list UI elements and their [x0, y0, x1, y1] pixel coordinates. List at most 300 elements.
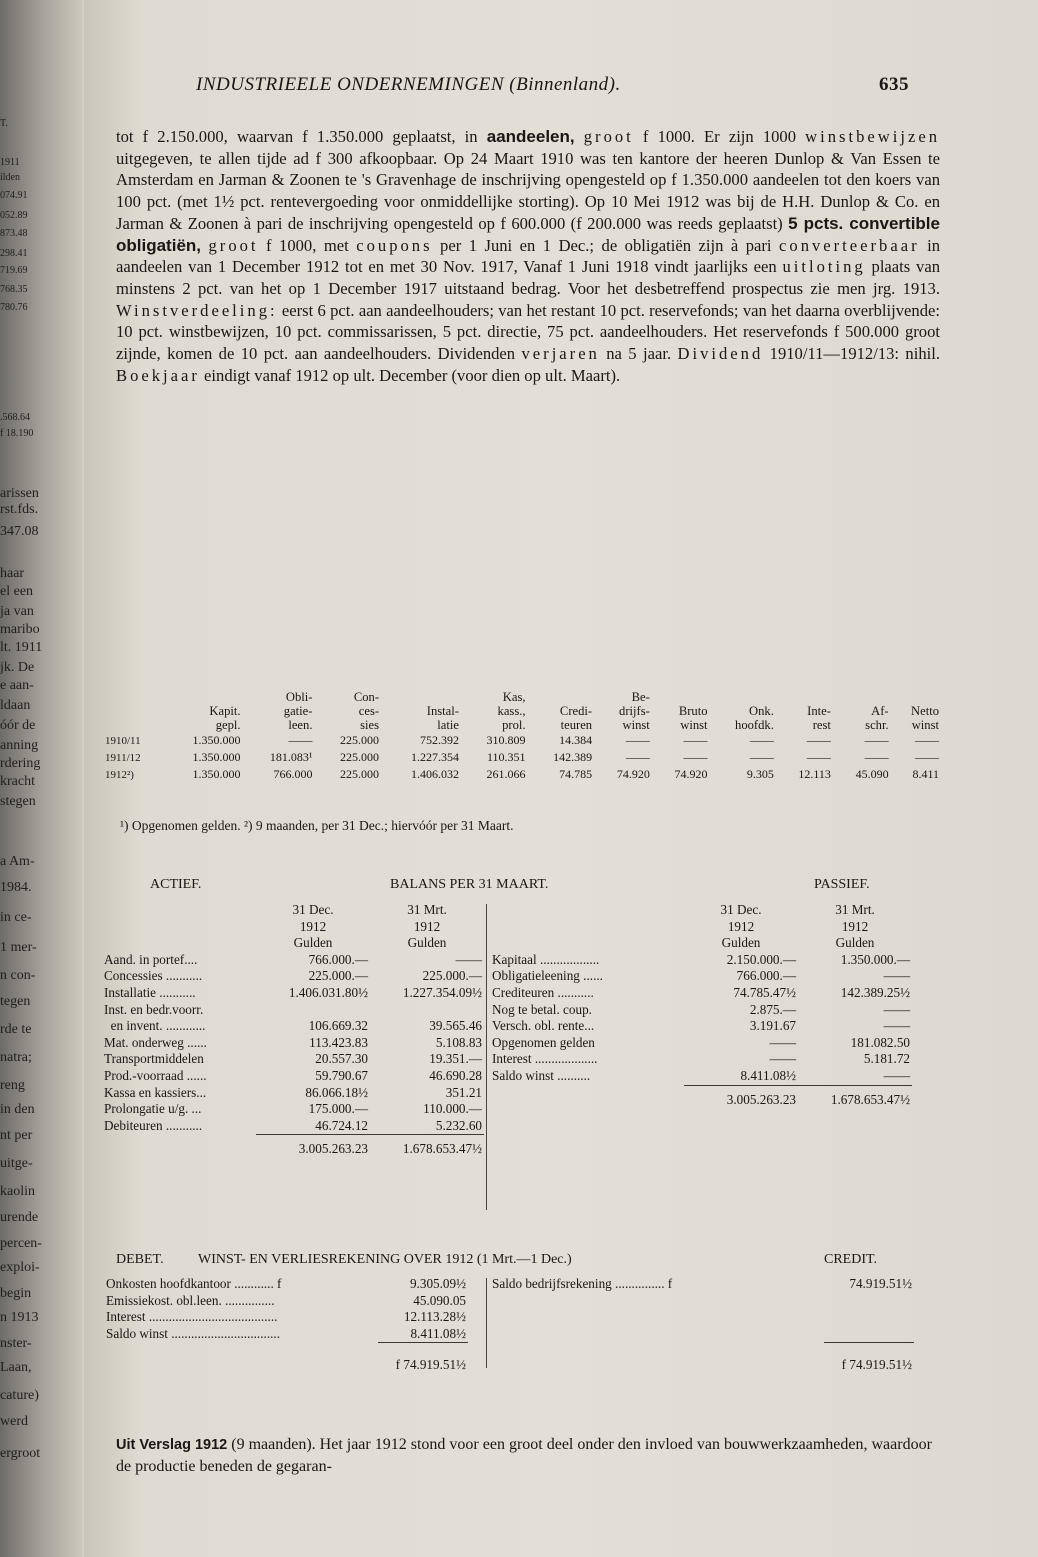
ledger-amount: 74.785.47½ — [733, 984, 796, 1000]
spacer — [824, 1293, 914, 1310]
gutter-text: haar — [0, 566, 25, 581]
text-run: Boekjaar — [116, 365, 200, 385]
column-header: Credi- — [559, 704, 593, 718]
ledger-label: en invent. ............ — [104, 1018, 206, 1034]
ledger-amount: —— — [883, 968, 910, 984]
ledger-label: Prod.-voorraad ...... — [104, 1067, 207, 1083]
table-cell: 110.351 — [486, 750, 526, 764]
ledger-amount: 1.227.354.09½ — [402, 984, 482, 1000]
column-header: Gulden — [721, 935, 761, 951]
gutter-text: 719.69 — [0, 265, 28, 276]
spacer — [490, 935, 684, 952]
ledger-amount: 142.389.25½ — [840, 984, 910, 1000]
company-description — [116, 126, 940, 386]
table-cell: 225.000 — [340, 733, 380, 747]
page-title: INDUSTRIEELE ONDERNEMINGEN (Binnenland). — [196, 74, 621, 95]
spacer — [490, 902, 684, 919]
column-header: 31 Mrt. — [835, 902, 875, 917]
ledger-label: Debiteuren ........... — [104, 1117, 203, 1133]
credit-label: CREDIT. — [824, 1252, 878, 1267]
report-label: Uit Verslag 1912 — [116, 1437, 228, 1453]
ledger-row — [102, 1085, 484, 1102]
debet-column — [104, 1276, 468, 1374]
total-row — [102, 1135, 484, 1158]
ledger-amount: 2.150.000.— — [726, 951, 796, 967]
document-page — [84, 0, 1038, 1557]
gutter-text: uitge- — [0, 1156, 33, 1171]
row-year: 1912²) — [105, 768, 134, 781]
table-cell: 1.406.032 — [410, 767, 459, 781]
table-cell: —— — [915, 750, 939, 764]
column-header-row — [490, 902, 912, 919]
ledger-amount: —— — [883, 1018, 910, 1034]
ledger-row — [490, 985, 912, 1002]
gutter-text: 1 mer- — [0, 940, 37, 955]
table-cell: 45.090 — [855, 767, 889, 781]
header-row — [102, 718, 942, 732]
ledger-row — [104, 1326, 468, 1343]
column-header: rest — [812, 718, 831, 732]
ledger-row — [102, 968, 484, 985]
ledger-row — [102, 1051, 484, 1068]
passief-column — [490, 902, 912, 1108]
column-header: ces- — [358, 704, 380, 718]
gutter-text: Laan, — [0, 1360, 32, 1375]
gutter-text: 768.35 — [0, 284, 28, 295]
gutter-text: werd — [0, 1414, 28, 1429]
ledger-amount: 45.090.05 — [413, 1292, 466, 1308]
credit-column — [490, 1276, 914, 1373]
ledger-row — [102, 1035, 484, 1052]
gutter-text: in den — [0, 1102, 35, 1117]
column-header — [711, 690, 777, 704]
text-run: plaats van minstens 2 pct. van het op 1 December 1917 uitstaand bedrag. Voor het desbetreffend prospectus zie men jrg. 1913. — [116, 257, 941, 298]
column-header: 1912 — [299, 918, 327, 934]
text-run: verjaren — [521, 344, 600, 364]
ledger-amount: 59.790.67 — [315, 1067, 368, 1083]
text-run: uitgegeven, te allen tijde ad f 300 afkoopbaar. Op 24 Maart 1910 was ten kantore der heeren Dunlop & Van Essen te Amsterdam en Jarman & Zoonen te 's Gravenhage de inschrijving opengesteld op f 1.350.000 aandeelen tot den koers van 100 pct. (met 1½ pct. rentevergoeding voor onmiddellijke storting). Op 10 Mei 1912 was bij de H.H. Dunlop & Co. en Jarman & Zoonen à pari de inschrijving opengesteld op f 600.000 (f 200.000 was reeds geplaatst) — [116, 148, 940, 233]
column-header — [102, 704, 164, 718]
gutter-text: el een — [0, 584, 34, 599]
total-row — [490, 1342, 914, 1373]
row-year: 1911/12 — [105, 751, 141, 764]
spacer — [824, 1309, 914, 1326]
ledger-amount: 2.875.— — [749, 1001, 796, 1017]
text-run: aandeelen, — [486, 127, 575, 146]
column-header-row — [102, 935, 484, 952]
ledger-label: Mat. onderweg ...... — [104, 1034, 207, 1050]
column-header — [777, 690, 834, 704]
table-cell: 1.227.354 — [410, 750, 459, 764]
blank-row — [490, 1293, 914, 1310]
table-cell: 142.389 — [553, 750, 593, 764]
column-header: Af- — [871, 704, 889, 718]
column-header: drijfs- — [619, 704, 650, 718]
text-run: na 5 jaar. — [599, 344, 678, 364]
column-header — [892, 690, 942, 704]
column-header: Kas, — [502, 690, 526, 704]
table-cell: 12.113 — [798, 767, 831, 781]
text-run: per 1 Juni en 1 Dec.; de obligatiën zijn à pari — [432, 235, 780, 255]
gutter-text: percen- — [0, 1236, 42, 1251]
gutter-text: arissen — [0, 486, 39, 501]
ledger-label: Emissiekost. obl.leen. ............... — [106, 1292, 275, 1308]
debet-label: DEBET. — [116, 1252, 164, 1267]
ledger-label: Onkosten hoofdkantoor ............ f — [106, 1276, 282, 1291]
ledger-row — [490, 1035, 912, 1052]
column-header: 1912 — [413, 918, 441, 934]
row-year: 1910/11 — [105, 734, 141, 747]
page-number: 635 — [879, 74, 909, 95]
ledger-amount: 351.21 — [445, 1084, 482, 1100]
gutter-text: e aan- — [0, 678, 34, 693]
table-cell: —— — [806, 750, 831, 764]
total-amount: 3.005.263.23 — [684, 1085, 798, 1108]
ledger-amount: 19.351.— — [429, 1051, 482, 1067]
column-header — [382, 690, 462, 704]
table-cell: —— — [683, 733, 708, 747]
text-run: uitloting — [782, 257, 866, 277]
text-run: f 1000. Er zijn 1000 — [642, 127, 806, 146]
table-row — [102, 766, 942, 783]
ledger-amount: 12.113.28½ — [403, 1309, 466, 1325]
gutter-text: maribo — [0, 622, 40, 637]
gutter-text: 074.91 — [0, 190, 28, 201]
ledger-row — [102, 1118, 484, 1135]
column-header: Obli- — [285, 690, 313, 704]
table-cell: 766.000 — [273, 767, 313, 781]
column-header: Con- — [353, 690, 380, 704]
column-header: winst — [911, 718, 939, 732]
financial-history-table — [102, 690, 942, 783]
ledger-amount: —— — [455, 951, 482, 967]
spacer — [102, 902, 256, 919]
table-cell: 310.809 — [486, 733, 526, 747]
table-cell: —— — [625, 733, 650, 747]
column-header — [102, 718, 164, 732]
total-amount: 1.678.653.47½ — [798, 1085, 912, 1108]
table-cell: —— — [806, 733, 831, 747]
gutter-text: 1911 — [0, 157, 20, 168]
gutter-text: n 1913 — [0, 1310, 39, 1325]
column-header: winst — [622, 718, 650, 732]
gutter-text: ja van — [0, 604, 34, 619]
gutter-text: kracht — [0, 774, 35, 789]
table-cell: 1.350.000 — [192, 767, 241, 781]
gutter-text: jk. De — [0, 660, 35, 675]
ledger-amount: 46.690.28 — [429, 1067, 482, 1083]
column-header: hoofdk. — [735, 718, 774, 732]
ledger-label: Concessies ........... — [104, 968, 203, 984]
spacer — [102, 1135, 256, 1158]
column-header — [653, 690, 711, 704]
spacer — [104, 1343, 378, 1374]
ledger-label: Versch. obl. rente... — [492, 1018, 595, 1034]
ledger-amount: 766.000.— — [736, 968, 796, 984]
text-run: f 1000, met — [258, 235, 357, 255]
column-header: Onk. — [749, 704, 774, 718]
gutter-text: 1984. — [0, 880, 32, 895]
gutter-text: 052.89 — [0, 210, 28, 221]
ledger-amount: 9.305.09½ — [409, 1276, 466, 1291]
ledger-row — [102, 1101, 484, 1118]
ledger-amount: 46.724.12 — [315, 1117, 368, 1133]
table-cell: 8.411 — [912, 767, 939, 781]
balance-sheet-title: BALANS PER 31 MAART. — [390, 877, 549, 892]
gutter-text: anning — [0, 738, 39, 753]
gutter-text: rst.fds. — [0, 502, 39, 517]
blank-row — [490, 1326, 914, 1343]
gutter-text: tegen — [0, 994, 31, 1009]
ledger-amount: 225.000.— — [308, 968, 368, 984]
annual-report-excerpt — [116, 1434, 946, 1477]
gutter-text: óór de — [0, 718, 36, 733]
column-header: Gulden — [407, 935, 447, 951]
ledger-label: Nog te betal. coup. — [492, 1001, 592, 1017]
ledger-label: Inst. en bedr.voorr. — [104, 1001, 204, 1017]
running-header — [196, 74, 996, 96]
gutter-text: kaolin — [0, 1184, 35, 1199]
text-run: 1910/11—1912/13: nihil. — [763, 344, 940, 364]
gutter-text: ilden — [0, 172, 20, 183]
text-run: 5 pcts. convertible obligatiën, — [116, 213, 940, 255]
column-header — [834, 690, 892, 704]
ledger-row — [102, 1002, 484, 1019]
total-row — [490, 1085, 912, 1108]
column-header: 31 Dec. — [720, 902, 762, 917]
table-cell: —— — [625, 750, 650, 764]
gutter-text: a Am- — [0, 854, 35, 869]
gutter-text: 873.48 — [0, 228, 28, 239]
ledger-row — [490, 1002, 912, 1019]
ledger-label: Saldo winst ................................. — [106, 1326, 281, 1342]
gutter-text: urende — [0, 1210, 39, 1225]
ledger-amount: 5.232.60 — [435, 1117, 482, 1133]
table-cell: 74.920 — [616, 767, 650, 781]
ledger-amount: —— — [883, 1001, 910, 1017]
gutter-text: .568.64 — [0, 412, 30, 423]
column-header: Bruto — [678, 704, 708, 718]
table-cell: 181.083¹ — [269, 750, 313, 764]
ledger-amount: 8.411.08½ — [740, 1067, 796, 1083]
ledger-label: Interest ....................................... — [106, 1309, 278, 1325]
column-header: Netto — [911, 704, 939, 718]
ledger-amount: 106.669.32 — [308, 1018, 368, 1034]
ledger-row — [102, 1068, 484, 1085]
ledger-amount: 39.565.46 — [429, 1018, 482, 1034]
spacer — [490, 1342, 824, 1373]
column-header: prol. — [502, 718, 526, 732]
text-run: tot f 2.150.000, waarvan f 1.350.000 geplaatst, in — [116, 127, 487, 146]
gutter-text: 347.08 — [0, 524, 39, 539]
balance-sheet-heading — [114, 877, 954, 895]
ledger-amount: 110.000.— — [423, 1101, 482, 1117]
column-header: 31 Dec. — [292, 902, 334, 917]
gutter-text: nt per — [0, 1128, 33, 1143]
table-cell: —— — [288, 733, 313, 747]
ledger-amount: 8.411.08½ — [410, 1325, 466, 1341]
profit-loss-divider — [486, 1278, 487, 1368]
gutter-text: 298.41 — [0, 248, 28, 259]
table-cell: —— — [749, 750, 774, 764]
total-amount: f 74.919.51½ — [378, 1343, 468, 1374]
ledger-label: Interest ................... — [492, 1051, 598, 1067]
ledger-label: Transportmiddelen — [104, 1051, 204, 1067]
column-header: leen. — [288, 718, 313, 732]
column-header — [102, 690, 164, 704]
ledger-amount: 5.181.72 — [863, 1051, 910, 1067]
gutter-text: nster- — [0, 1336, 32, 1351]
header-row — [102, 704, 942, 718]
gutter-text: rde te — [0, 1022, 32, 1037]
table-cell: 752.392 — [419, 733, 459, 747]
actief-column — [102, 902, 484, 1158]
gutter-text: stegen — [0, 794, 36, 809]
gutter-text: in ce- — [0, 910, 32, 925]
header-row — [102, 690, 942, 704]
column-header: Be- — [631, 690, 650, 704]
total-row — [104, 1343, 468, 1374]
table-cell: 1.350.000 — [192, 733, 241, 747]
ledger-amount: —— — [883, 1067, 910, 1083]
text-run: in aandeelen van 1 December 1912 tot en met 30 Nov. 1917, Vanaf 1 Juni 1918 vindt jaarlijks een — [116, 235, 941, 277]
spacer — [490, 919, 684, 936]
ledger-amount: 1.406.031.80½ — [288, 984, 368, 1000]
gutter-text: lt. 1911 — [0, 640, 43, 655]
ledger-label: Prolongatie u/g. ... — [104, 1101, 202, 1117]
spacer — [490, 1293, 824, 1310]
ledger-label: Kassa en kassiers... — [104, 1084, 207, 1100]
ledger-amount — [370, 1002, 484, 1019]
table-cell: —— — [915, 733, 939, 747]
text-run: coupons — [356, 235, 433, 255]
text-run: Dividend — [677, 344, 764, 364]
blank-row — [490, 1309, 914, 1326]
ledger-row — [102, 985, 484, 1002]
table-cell: —— — [749, 733, 774, 747]
column-header: 1912 — [841, 918, 869, 934]
table-cell: 1.350.000 — [192, 750, 241, 764]
column-header: schr. — [865, 718, 889, 732]
ledger-amount — [256, 1002, 370, 1019]
ledger-amount: 3.191.67 — [749, 1018, 796, 1034]
ledger-amount: 181.082.50 — [850, 1034, 910, 1050]
ledger-amount: —— — [769, 1051, 796, 1067]
ledger-label: Crediteuren ........... — [492, 984, 594, 1000]
table-row — [102, 749, 942, 766]
gutter-text: natra; — [0, 1050, 32, 1065]
ledger-amount: 175.000.— — [308, 1101, 368, 1117]
spacer — [490, 1309, 824, 1326]
column-header-row — [102, 919, 484, 936]
report-text: (9 maanden). Het jaar 1912 stond voor een groot deel onder den invloed van bouwwerkzaamheden, waardoor de productie beneden de gegaran- — [116, 1436, 932, 1475]
column-header: Instal- — [426, 704, 459, 718]
gutter-text: n con- — [0, 968, 36, 983]
column-header — [529, 690, 596, 704]
table-cell: 74.920 — [674, 767, 708, 781]
column-header: gepl. — [215, 718, 241, 732]
ledger-row — [490, 952, 912, 969]
profit-loss-heading — [116, 1252, 946, 1270]
column-header: 31 Mrt. — [407, 902, 447, 917]
ledger-amount: 1.350.000.— — [840, 951, 910, 967]
table-cell: 261.066 — [486, 767, 526, 781]
column-header: Inte- — [807, 704, 831, 718]
ledger-label: Saldo bedrijfsrekening ............... f — [492, 1276, 673, 1291]
column-header: kass., — [497, 704, 526, 718]
column-header: gatie- — [283, 704, 313, 718]
table-cell: 14.384 — [559, 733, 593, 747]
ledger-row — [490, 1051, 912, 1068]
column-header: Gulden — [293, 935, 333, 951]
column-header-row — [102, 902, 484, 919]
gutter-text: 780.76 — [0, 302, 28, 313]
gutter-text: exploi- — [0, 1260, 40, 1275]
column-header: 1912 — [727, 918, 755, 934]
ledger-row — [104, 1309, 468, 1326]
ledger-amount: 20.557.30 — [315, 1051, 368, 1067]
ledger-amount: 74.919.51½ — [849, 1276, 912, 1291]
text-run: Winstverdeeling: — [116, 300, 278, 320]
column-header-row — [490, 935, 912, 952]
ledger-label: Opgenomen gelden — [492, 1034, 595, 1050]
table-cell: 225.000 — [340, 767, 380, 781]
ledger-label: Aand. in portef.... — [104, 951, 198, 967]
ledger-row — [102, 952, 484, 969]
ledger-row — [104, 1293, 468, 1310]
spacer — [490, 1326, 824, 1343]
ledger-label: Installatie ........... — [104, 984, 196, 1000]
column-header: teuren — [560, 718, 593, 732]
gutter-text: ergroot — [0, 1446, 41, 1461]
ledger-amount: 113.423.83 — [309, 1034, 368, 1050]
table-cell: —— — [864, 750, 889, 764]
ledger-row — [104, 1276, 468, 1293]
ledger-amount: —— — [769, 1034, 796, 1050]
column-header: Kapit. — [209, 704, 241, 718]
ledger-row — [490, 968, 912, 985]
gutter-text: begin — [0, 1286, 32, 1301]
passief-label: PASSIEF. — [814, 877, 870, 892]
text-run: eerst 6 pct. aan aandeelhouders; van het restant 10 pct. reservefonds; van het daarna overblijvende: 10 pct. winstbewijzen, 10 pct. commissarissen, 5 pct. directie, 75 pct. aandeelhouders. Het reservefonds f 500.000 groot zijnde, komen de 10 pct. aan aandeelhouders. Dividenden — [116, 300, 940, 364]
ledger-label: Obligatieleening ...... — [492, 968, 603, 984]
column-header-row — [490, 919, 912, 936]
ledger-amount: 5.108.83 — [435, 1034, 482, 1050]
ledger-row — [490, 1018, 912, 1035]
gutter-text: T. — [0, 118, 8, 129]
table-cell: 225.000 — [340, 750, 380, 764]
text-run: groot — [583, 127, 634, 146]
profit-loss-title: WINST- EN VERLIESREKENING OVER 1912 (1 Mrt.—1 Dec.) — [198, 1252, 572, 1267]
gutter-text: ldaan — [0, 698, 31, 713]
column-header: latie — [437, 718, 459, 732]
total-amount: 3.005.263.23 — [256, 1135, 370, 1158]
column-header: sies — [360, 718, 380, 732]
ledger-row — [490, 1276, 914, 1293]
spacer — [102, 919, 256, 936]
actief-label: ACTIEF. — [150, 877, 202, 892]
ledger-amount: 225.000.— — [422, 968, 482, 984]
column-header: winst — [680, 718, 708, 732]
text-run: groot — [208, 235, 259, 255]
ledger-row — [102, 1018, 484, 1035]
total-amount: f 74.919.51½ — [824, 1342, 914, 1373]
ledger-row — [490, 1068, 912, 1085]
ledger-label: Kapitaal .................. — [492, 951, 600, 967]
ledger-label: Saldo winst .......... — [492, 1068, 591, 1084]
text-run: eindigt vanaf 1912 op ult. December (voor dien op ult. Maart). — [199, 365, 621, 385]
gutter-text: f 18.190 — [0, 428, 34, 439]
